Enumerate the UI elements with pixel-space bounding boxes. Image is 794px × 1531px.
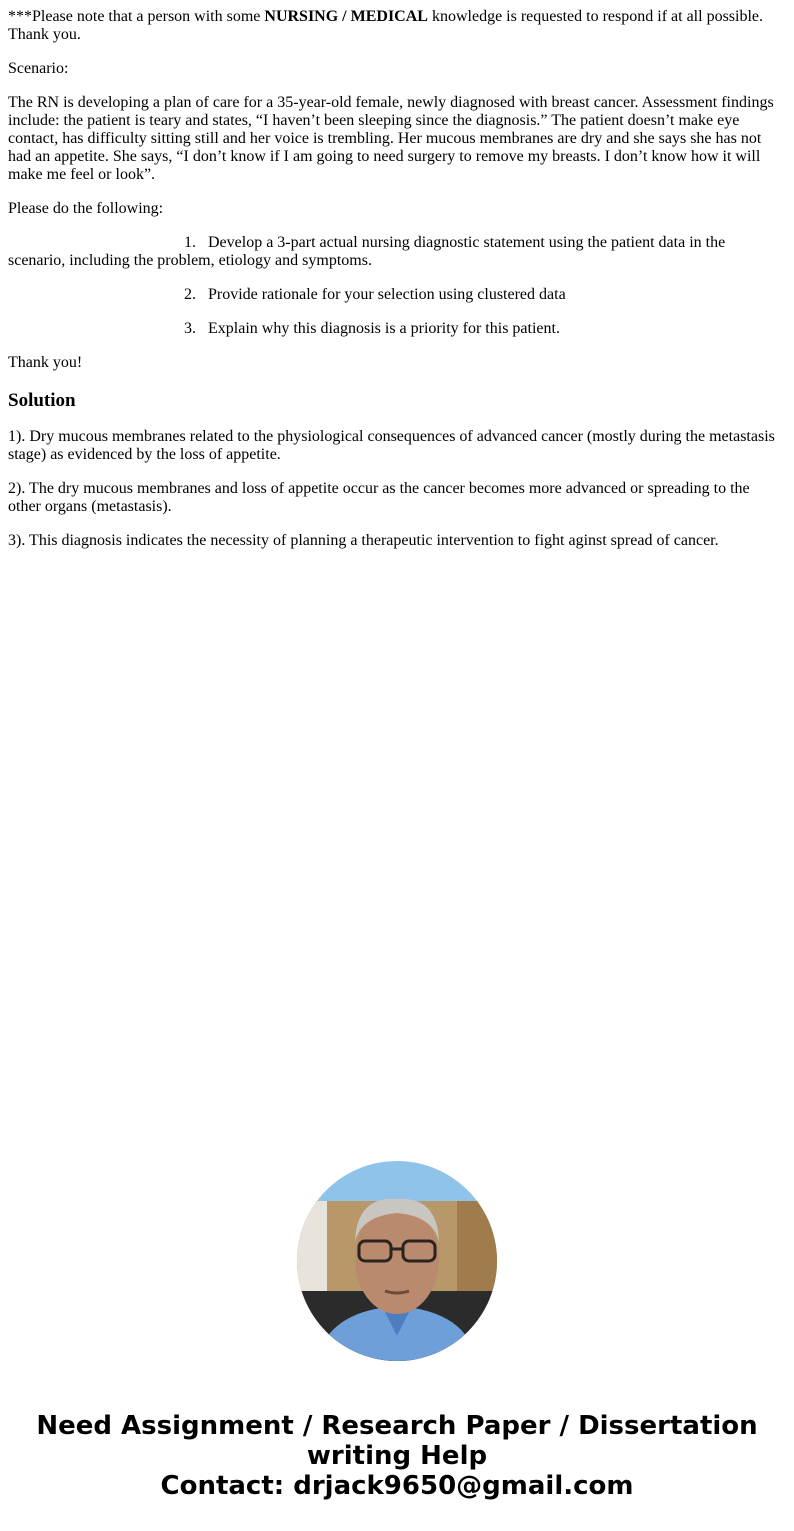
list-item: 3. Explain why this diagnosis is a priority for this patient. (184, 320, 560, 337)
answer-1: 1). Dry mucous membranes related to the physiological consequences of advanced cancer (mostly during the metastasis stage) as evidenced by the loss of appetite. (8, 428, 775, 463)
solution-heading: Solution (8, 390, 76, 411)
note-paragraph: ***Please note that a person with some NURSING / MEDICAL knowledge is requested to respond if at all possible. Thank you. (8, 8, 764, 43)
document-body (0, 8, 794, 550)
list-item: 1. Develop a 3-part actual nursing diagnostic statement using the patient data in the scenario, including the problem, etiology and symptoms. (8, 234, 726, 269)
scenario-text: The RN is developing a plan of care for a 35-year-old female, newly diagnosed with breast cancer. Assessment findings include: the patient is teary and states, “I haven’t been sleeping since the diagnosis.” The patient doesn’t make eye contact, has difficulty sitting still and her voice is trembling. Her mucous membranes are dry and she says she has not had an appetite. She says, “I don’t know if I am going to need surgery to remove my breasts. I don’t know how it will make me feel or look”. (8, 94, 774, 183)
scenario-label: Scenario: (8, 60, 69, 77)
answer-2: 2). The dry mucous membranes and loss of appetite occur as the cancer becomes more advanced or spreading to the other organs (metastasis). (8, 480, 750, 515)
note-emphasis: NURSING / MEDICAL (264, 8, 428, 25)
banner-line-1: Need Assignment / Research Paper / Dissertation writing Help (36, 1411, 758, 1471)
list-item: 2. Provide rationale for your selection using clustered data (184, 286, 566, 303)
author-photo (297, 1161, 497, 1361)
banner-contact-email: Contact: drjack9650@gmail.com (160, 1471, 634, 1501)
contact-banner (0, 1411, 794, 1501)
closing-text: Thank you! (8, 354, 83, 371)
instructions-label: Please do the following: (8, 200, 164, 217)
answer-3: 3). This diagnosis indicates the necessity of planning a therapeutic intervention to fight aginst spread of cancer. (8, 532, 719, 549)
